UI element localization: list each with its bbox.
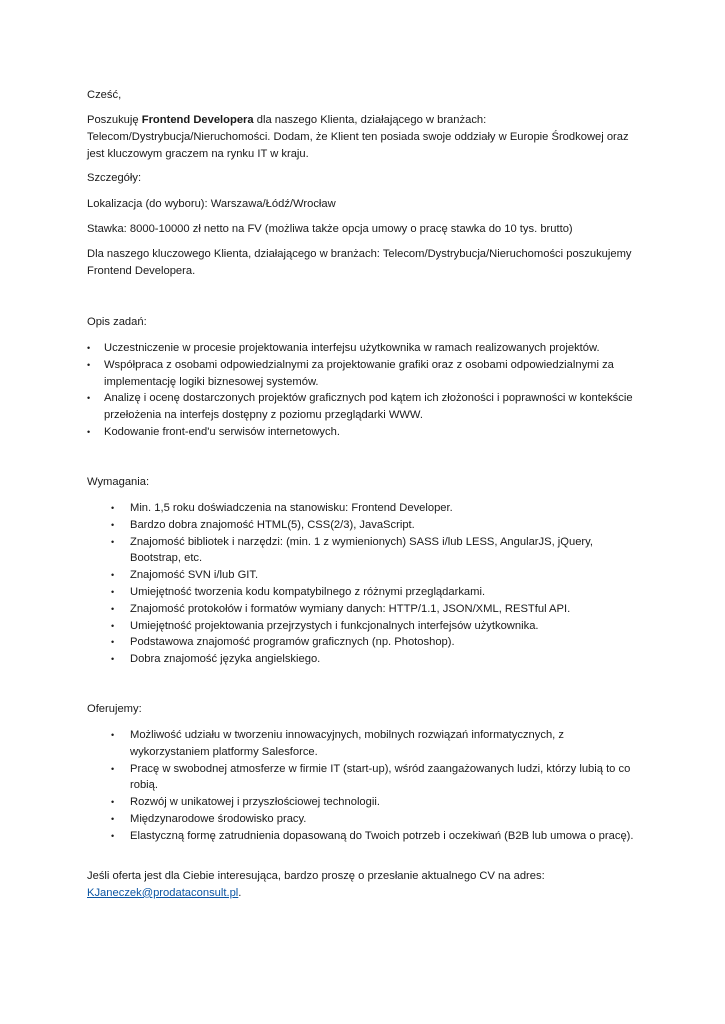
- list-item: [111, 567, 640, 584]
- list-item-text: Znajomość SVN i/lub GIT.: [130, 569, 259, 582]
- list-item: [111, 828, 640, 845]
- requirements-list: [111, 500, 640, 668]
- list-item: [111, 601, 640, 618]
- list-item: [87, 424, 639, 441]
- bullet-icon: •: [111, 519, 115, 530]
- list-item-text: Międzynarodowe środowisko pracy.: [130, 812, 307, 825]
- offer-heading: Oferujemy:: [87, 703, 142, 715]
- list-item-text: Uczestniczenie w procesie projektowania interfejsu użytkownika w ramach realizowanych projektów.: [104, 342, 600, 354]
- bullet-icon: •: [87, 359, 91, 370]
- list-item-text: Współpraca z osobami odpowiedzialnymi za projektowanie grafiki oraz z osobami odpowiedzialnymi za implementację logiki biznesowej systemów.: [104, 358, 614, 388]
- list-item: [111, 500, 640, 517]
- email-link[interactable]: KJaneczek@prodataconsult.pl: [87, 886, 239, 899]
- list-item-text: Elastyczną formę zatrudnienia dopasowaną do Twoich potrzeb i oczekiwań (B2B lub umowa o pracę).: [130, 829, 634, 842]
- list-item-text: Dobra znajomość języka angielskiego.: [130, 653, 321, 666]
- list-item-text: Podstawowa znajomość programów graficznych (np. Photoshop).: [130, 636, 455, 649]
- bullet-icon: •: [111, 813, 115, 824]
- offer-list: [111, 727, 640, 845]
- closing-period: .: [238, 886, 242, 899]
- bullet-icon: •: [111, 797, 115, 808]
- list-item-text: Umiejętność tworzenia kodu kompatybilnego z różnymi przeglądarkami.: [130, 585, 486, 598]
- bullet-icon: •: [87, 343, 91, 353]
- list-item-text: Analizę i ocenę dostarczonych projektów graficznych pod kątem ich złożoności i poprawności w kontekście przełożenia na interfejs dostępny z poziomu przeglądarki WWW.: [104, 392, 633, 422]
- list-item-text: Rozwój w unikatowej i przyszłościowej technologii.: [130, 796, 380, 809]
- intro-before: Poszukuję: [87, 114, 142, 126]
- bullet-icon: •: [111, 830, 115, 841]
- bullet-icon: •: [111, 637, 115, 648]
- list-item-text: Możliwość udziału w tworzeniu innowacyjnych, mobilnych rozwiązań informatycznych, z wykorzystaniem platformy Salesforce.: [130, 729, 564, 758]
- bullet-icon: •: [87, 393, 91, 404]
- requirements-heading: Wymagania:: [87, 476, 150, 488]
- intro-after: dla naszego Klienta, działającego w branżach: Telecom/Dystrybucja/Nieruchomości. Dodam, że Klient ten posiada swoje oddziały w Europie Środkowej oraz jest kluczowym graczem na rynku IT w kraju.: [87, 114, 629, 160]
- bullet-icon: •: [111, 730, 115, 740]
- list-item-text: Min. 1,5 roku doświadczenia na stanowisku: Frontend Developer.: [130, 502, 453, 514]
- bullet-icon: •: [111, 503, 115, 513]
- list-item: [87, 340, 639, 357]
- list-item: [87, 357, 639, 391]
- list-item-text: Znajomość protokołów i formatów wymiany danych: HTTP/1.1, JSON/XML, RESTful API.: [130, 602, 571, 615]
- rate-line: Stawka: 8000-10000 zł netto na FV (możliwa także opcja umowy o pracę stawka do 10 tys. brutto): [87, 223, 573, 235]
- details-heading: Szczegóły:: [87, 172, 142, 184]
- list-item-text: Umiejętność projektowania przejrzystych i funkcjonalnych interfejsów użytkownika.: [130, 619, 539, 632]
- list-item: [111, 794, 640, 811]
- list-item: [111, 534, 640, 568]
- job-title: Frontend Developera: [141, 114, 254, 126]
- list-item: [111, 584, 640, 601]
- client-paragraph: Dla naszego kluczowego Klienta, działającego w branżach: Telecom/Dystrybucja/Nieruchomości poszukujemy Frontend Developera.: [87, 248, 632, 277]
- location-line: Lokalizacja (do wyboru): Warszawa/Łódź/Wrocław: [87, 198, 336, 210]
- list-item-text: Bardzo dobra znajomość HTML(5), CSS(2/3), JavaScript.: [130, 518, 415, 531]
- bullet-icon: •: [111, 570, 115, 581]
- list-item: [111, 618, 640, 635]
- list-item-text: Kodowanie front-end'u serwisów internetowych.: [104, 425, 340, 438]
- bullet-icon: •: [111, 586, 115, 597]
- list-item: [111, 727, 640, 761]
- list-item: [111, 634, 640, 651]
- bullet-icon: •: [111, 603, 115, 614]
- bullet-icon: •: [111, 763, 115, 774]
- bullet-icon: •: [111, 654, 115, 665]
- tasks-list: [87, 340, 639, 441]
- closing-paragraph: [87, 868, 647, 902]
- bullet-icon: •: [111, 536, 115, 547]
- list-item-text: Znajomość bibliotek i narzędzi: (min. 1 z wymienionych) SASS i/lub LESS, AngularJS, jQuery, Bootstrap, etc.: [130, 535, 594, 565]
- list-item: [111, 761, 640, 795]
- list-item: [87, 390, 639, 424]
- intro-paragraph: [87, 112, 647, 162]
- greeting: Cześć,: [87, 89, 122, 101]
- closing-text: Jeśli oferta jest dla Ciebie interesująca, bardzo proszę o przesłanie aktualnego CV na adres:: [87, 870, 545, 882]
- bullet-icon: •: [111, 620, 115, 631]
- bullet-icon: •: [87, 426, 91, 437]
- tasks-heading: Opis zadań:: [87, 316, 147, 328]
- list-item: [111, 517, 640, 534]
- list-item: [111, 811, 640, 828]
- list-item-text: Pracę w swobodnej atmosferze w firmie IT (start-up), wśród zaangażowanych ludzi, którzy lubią to co robią.: [130, 762, 631, 792]
- list-item: [111, 651, 640, 668]
